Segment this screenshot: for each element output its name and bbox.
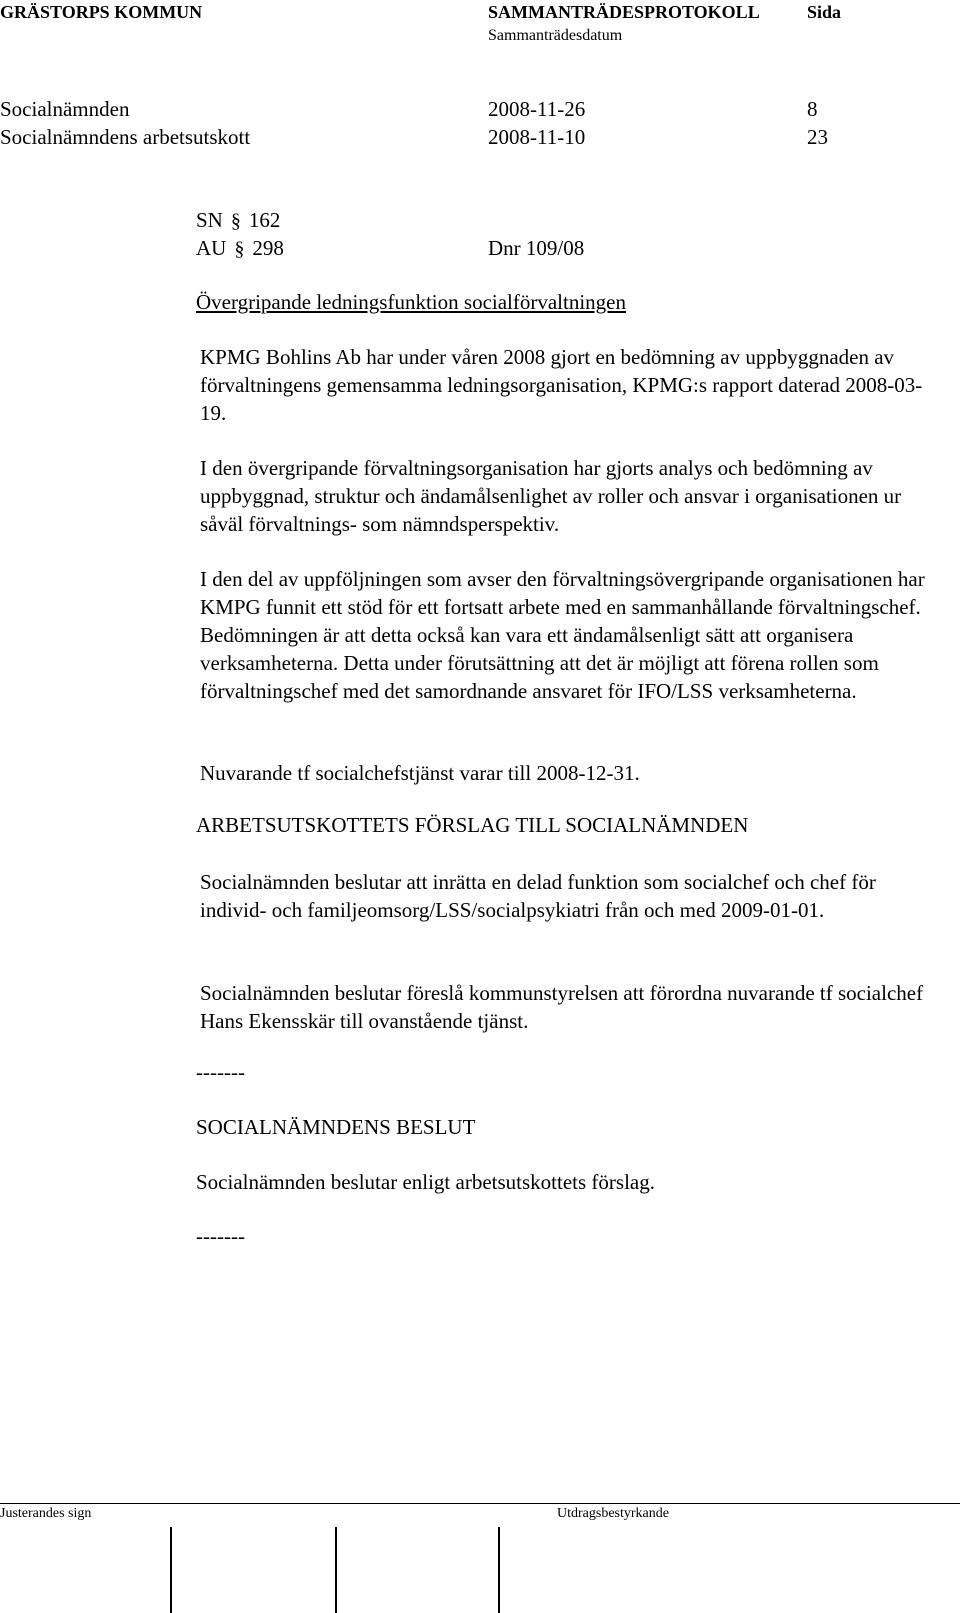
meeting-page: 8 (807, 97, 818, 121)
paragraph: Nuvarande tf socialchefstjänst varar till 2008-12-31. (200, 761, 640, 785)
sn-number: 162 (248, 208, 281, 232)
paragraph: I den del av uppföljningen som avser den förvaltningsövergripande organisationen har KMPG funnit ett stöd för ett fortsatt arbete med en sammanhållande förvaltningschef. Bedömningen är att detta också kan vara ett ändamålsenligt sätt att organisera verksamheterna. Detta under förutsättning att det är möjligt att förena rollen som förvaltningschef med det samordnande ansvaret för IFO/LSS verksamheterna. (200, 567, 925, 703)
meeting-page: 23 (807, 125, 828, 149)
date-label: Sammanträdesdatum (488, 27, 623, 44)
dnr: Dnr 109/08 (488, 236, 585, 260)
meeting-body: Socialnämndens arbetsutskott (0, 125, 251, 149)
paragraph: KPMG Bohlins Ab har under våren 2008 gjort en bedömning av uppbyggnaden av förvaltningens gemensamma ledningsorganisation, KPMG:s rapport daterad 2008-03-19. (200, 345, 923, 425)
meeting-body: Socialnämnden (0, 97, 130, 121)
proposal-item: Socialnämnden beslutar föreslå kommunstyrelsen att förordna nuvarande tf socialchef Hans Ekensskär till ovanstående tjänst. (200, 981, 924, 1033)
meeting-date: 2008-11-26 (488, 97, 586, 121)
page-title: Övergripande ledningsfunktion socialförvaltningen (196, 290, 627, 314)
extract-label: Utdragsbestyrkande (557, 1506, 669, 1521)
footer-divider (0, 1503, 960, 1504)
paragraph: I den övergripande förvaltningsorganisation har gjorts analys och bedömning av uppbyggnad, struktur och ändamålsenlighet av roller och ansvar i organisationen ur såväl förvaltnings- som nämndsperspektiv. (200, 456, 902, 536)
decision-heading: SOCIALNÄMNDENS BESLUT (196, 1115, 476, 1139)
org-name: GRÄSTORPS KOMMUN (0, 2, 203, 22)
signature-box-divider (170, 1527, 172, 1613)
signature-box-divider (335, 1527, 337, 1613)
au-case (196, 236, 284, 261)
separator: ------- (196, 1224, 245, 1248)
decision-text: Socialnämnden beslutar enligt arbetsutskottets förslag. (196, 1170, 655, 1194)
separator: ------- (196, 1060, 245, 1084)
section-sign: § (234, 238, 245, 260)
doc-type: SAMMANTRÄDESPROTOKOLL (488, 2, 760, 22)
au-label: AU (196, 236, 227, 260)
signature-box-divider (498, 1527, 500, 1613)
section-sign: § (230, 210, 241, 232)
au-proposal-heading: ARBETSUTSKOTTETS FÖRSLAG TILL SOCIALNÄMNDEN (196, 813, 749, 837)
au-number: 298 (252, 236, 284, 260)
meeting-date: 2008-11-10 (488, 125, 586, 149)
page-label: Sida (807, 2, 842, 22)
adjuster-label: Justerandes sign (0, 1506, 92, 1521)
sn-label: SN (196, 208, 223, 232)
sn-case (196, 208, 280, 233)
proposal-item: Socialnämnden beslutar att inrätta en delad funktion som socialchef och chef för individ- och familjeomsorg/LSS/socialpsykiatri från och med 2009-01-01. (200, 870, 876, 922)
